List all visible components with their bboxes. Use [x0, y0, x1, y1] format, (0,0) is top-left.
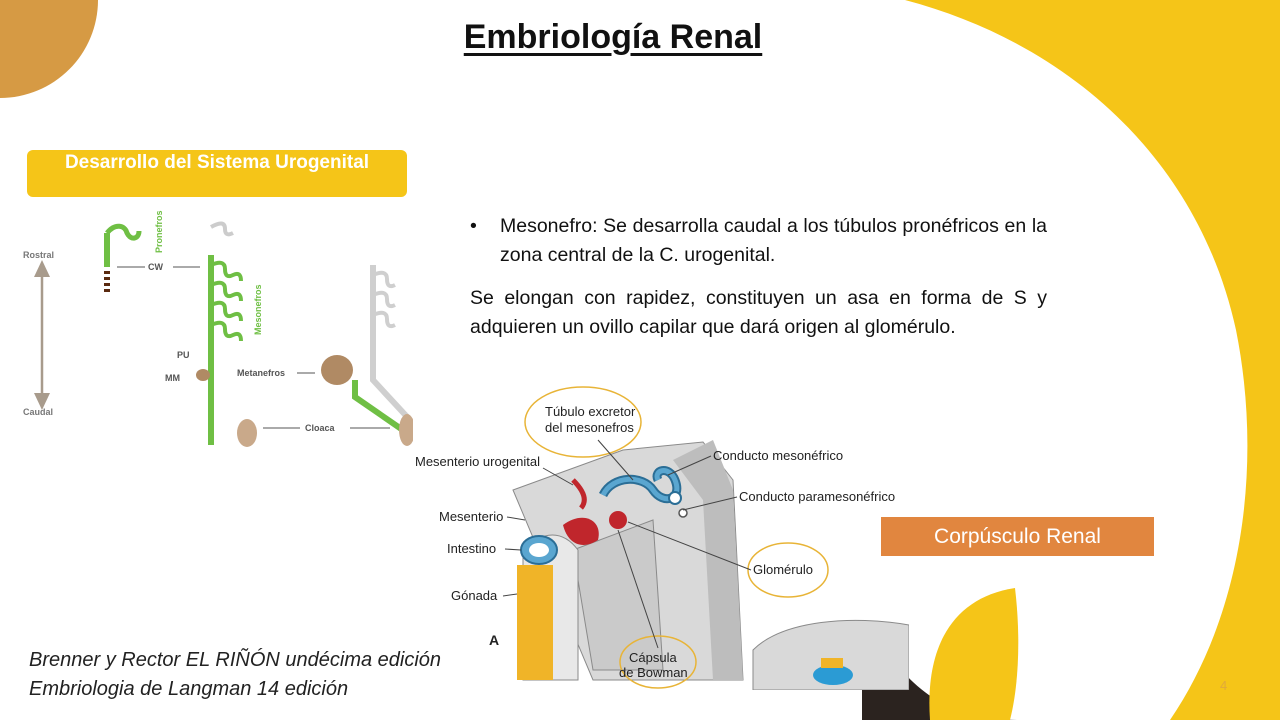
gonad — [517, 565, 553, 680]
corpusculo-tag: Corpúsculo Renal — [881, 517, 1154, 556]
cloaca-label: Cloaca — [305, 423, 335, 433]
mesenterio-label: Mesenterio — [439, 509, 504, 524]
conducto-paramesonefrico-label: Conducto paramesonéfrico — [739, 489, 896, 504]
mesenterio-urogenital-label: Mesenterio urogenital — [415, 454, 541, 469]
right-yellow-curve — [905, 0, 1280, 720]
bullet-item — [470, 212, 1047, 270]
metanephros-kidney — [321, 355, 353, 385]
glomerulus-capillary — [609, 511, 627, 529]
cw-label: CW — [148, 262, 163, 272]
mesonefros-label: Mesonefros — [253, 284, 263, 335]
yellow-leaf-shape — [929, 588, 1018, 720]
cloaca-left — [237, 419, 257, 447]
paragraph-text: Se elongan con rapidez, constituyen un asa en forma de S y adquieren un ovillo capilar que dará origen al glomérulo. — [470, 287, 1047, 338]
reference-item: Brenner y Rector EL RIÑÓN undécima edición — [29, 649, 442, 671]
up-arrow-icon — [34, 260, 50, 277]
panel-letter: A — [489, 632, 500, 648]
page-number: 4 — [1220, 678, 1228, 693]
capsula-label-line2: de Bowman — [619, 665, 688, 680]
section-tag: Desarrollo del Sistema Urogenital — [27, 150, 407, 197]
caudal-label: Caudal — [23, 407, 54, 417]
dashed-segment — [104, 271, 110, 274]
mesonephric-tubules — [211, 263, 241, 341]
metanephric-mesenchyme — [196, 369, 210, 381]
pronefros-label: Pronefros — [154, 210, 164, 253]
glomerulo-label: Glomérulo — [753, 562, 813, 577]
bullet-marker: • — [470, 215, 477, 237]
gonada-label: Gónada — [451, 588, 498, 603]
pronephros-tubules — [107, 226, 139, 238]
slide-title: Embriología Renal — [463, 18, 763, 56]
mesonephros-cross-section-diagram — [413, 380, 909, 690]
intestino-label: Intestino — [447, 541, 497, 556]
mm-label: MM — [165, 373, 180, 383]
bullet-text: Mesonefro: Se desarrolla caudal a los túbulos pronéfricos en la zona central de la C. urogenital. — [500, 215, 1047, 266]
capsula-label-line1: Cápsula — [629, 650, 677, 665]
rostral-label: Rostral — [23, 250, 55, 260]
tubulo-label-line2: del mesonefros — [545, 420, 634, 435]
metanefros-label: Metanefros — [237, 368, 286, 378]
references — [29, 646, 441, 704]
body-text — [470, 212, 1047, 342]
reference-item: Embriologia de Langman 14 edición — [29, 678, 349, 700]
tubulo-label-line1: Túbulo excretor — [545, 404, 636, 419]
nephric-systems-diagram — [15, 205, 415, 455]
pu-label: PU — [177, 350, 190, 360]
conducto-mesonefrico-label: Conducto mesonéfrico — [713, 448, 844, 463]
